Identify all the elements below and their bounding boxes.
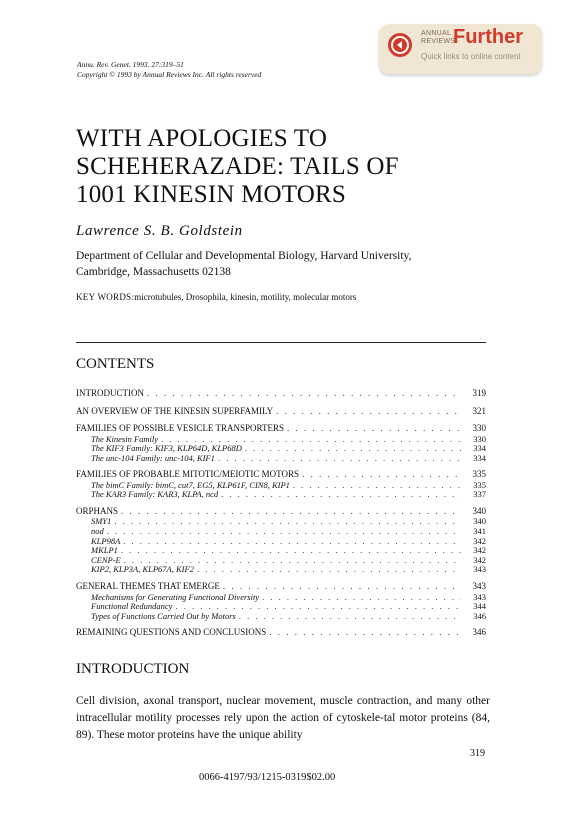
toc-leader-dots <box>124 556 461 566</box>
toc-page-number: 341 <box>473 527 486 537</box>
toc-page-number: 342 <box>473 536 486 546</box>
toc-entry-label: Functional Redundancy <box>91 602 173 612</box>
toc-subsection-row <box>76 546 486 556</box>
toc-leader-dots <box>293 481 461 491</box>
toc-entry-label: FAMILIES OF PROBABLE MITOTIC/MEIOTIC MOTORS <box>76 469 300 480</box>
toc-subsection-row <box>76 517 486 527</box>
toc-leader-dots <box>262 593 461 603</box>
title-line-1: WITH APOLOGIES TO <box>76 125 328 152</box>
toc-leader-dots <box>287 422 461 435</box>
keywords-text: microtubules, Drosophila, kinesin, motility, molecular motors <box>134 292 357 302</box>
badge-quick-links-label: Quick links to online content <box>421 52 521 61</box>
toc-page-number: 344 <box>473 602 486 612</box>
toc-leader-dots <box>197 565 461 575</box>
badge-further-label: Further <box>453 26 523 48</box>
toc-page-number: 337 <box>473 490 486 500</box>
badge-brand <box>421 30 455 46</box>
toc-subsection-row <box>76 435 486 445</box>
author-name: Lawrence S. B. Goldstein <box>76 223 243 239</box>
toc-subsection-row <box>76 527 486 537</box>
toc-page-number: 340 <box>472 505 486 516</box>
toc-subsection-row <box>76 593 486 603</box>
introduction-heading: INTRODUCTION <box>76 661 190 677</box>
divider <box>76 342 486 343</box>
affiliation-line-2: Cambridge, Massachusetts 02138 <box>76 266 231 278</box>
toc-leader-dots <box>123 537 461 547</box>
toc-entry-label: CENP-E <box>91 555 121 565</box>
toc-page-number: 343 <box>473 565 486 575</box>
toc-subsection-row <box>76 481 486 491</box>
toc-entry-label: The KIF3 Family: KIF3, KLP64D, KLP68D <box>91 444 242 454</box>
annual-reviews-further-badge[interactable] <box>379 24 542 74</box>
toc-page-number: 330 <box>473 434 486 444</box>
toc-subsection-row <box>76 444 486 454</box>
table-of-contents <box>76 387 486 639</box>
toc-page-number: 330 <box>472 423 486 433</box>
keywords <box>76 292 356 302</box>
title-line-2: SCHEHERAZADE: TAILS OF <box>76 153 399 180</box>
toc-leader-dots <box>121 546 461 556</box>
toc-section-row <box>76 422 486 435</box>
toc-page-number: 319 <box>472 388 486 398</box>
title-line-3: 1001 KINESIN MOTORS <box>76 181 347 208</box>
toc-entry-label: KIP2, KLP3A, KLP67A, KIF2 <box>91 565 194 575</box>
author-affiliation <box>76 248 496 280</box>
toc-subsection-row <box>76 612 486 622</box>
toc-leader-dots <box>223 580 461 593</box>
toc-page-number: 343 <box>473 592 486 602</box>
toc-entry-label: nod <box>91 527 104 537</box>
toc-entry-label: The Kinesin Family <box>91 434 159 444</box>
toc-section-row <box>76 626 486 639</box>
citation-copyright: Copyright © 1993 by Annual Reviews Inc. All rights reserved <box>77 70 262 79</box>
toc-entry-label: INTRODUCTION <box>76 388 144 398</box>
toc-section-row <box>76 387 486 400</box>
toc-leader-dots <box>147 387 461 400</box>
toc-subsection-row <box>76 537 486 547</box>
toc-page-number: 343 <box>472 581 486 592</box>
toc-subsection-row <box>76 454 486 464</box>
toc-leader-dots <box>218 454 461 464</box>
toc-page-number: 334 <box>473 453 486 463</box>
toc-leader-dots <box>245 444 461 454</box>
toc-entry-label: Mechanisms for Generating Functional Diversity <box>91 592 260 602</box>
article-title <box>76 125 399 209</box>
toc-subsection-row <box>76 490 486 500</box>
toc-leader-dots <box>175 602 461 612</box>
toc-page-number: 346 <box>472 627 486 638</box>
toc-entry-label: FAMILIES OF POSSIBLE VESICLE TRANSPORTERS <box>76 423 284 433</box>
toc-page-number: 346 <box>473 611 486 621</box>
introduction-paragraph: Cell division, axonal transport, nuclear movement, muscle contraction, and many other intracellular motility processes rely upon the action of cytoskele-tal motor proteins (84, 89). These motor proteins have the unique ability <box>76 695 490 741</box>
toc-entry-label: ORPHANS <box>76 505 119 516</box>
toc-page-number: 340 <box>473 517 486 527</box>
toc-entry-label: The bimC Family: bimC, cut7, EG5, KLP61F, CIN8, KIP1 <box>91 480 290 490</box>
toc-leader-dots <box>302 468 461 481</box>
toc-leader-dots <box>121 505 461 518</box>
toc-section-row <box>76 405 486 418</box>
toc-page-number: 335 <box>473 480 486 490</box>
toc-leader-dots <box>221 490 461 500</box>
page-number: 319 <box>470 748 485 759</box>
toc-page-number: 321 <box>472 405 486 416</box>
toc-entry-label: SMY1 <box>91 517 112 527</box>
toc-entry-label: KLP98A <box>91 536 121 546</box>
toc-leader-dots <box>161 435 461 445</box>
toc-section-row <box>76 580 486 593</box>
toc-section-row <box>76 468 486 481</box>
toc-entry-label: The KAR3 Family: KAR3, KLPA, ncd <box>91 490 219 500</box>
footer-code: 0066-4197/93/1215-0319$02.00 <box>199 772 336 783</box>
toc-leader-dots <box>269 626 461 639</box>
toc-page-number: 342 <box>473 555 486 565</box>
toc-page-number: 334 <box>473 444 486 454</box>
toc-leader-dots <box>114 517 461 527</box>
badge-brand-line1: ANNUAL <box>421 30 452 37</box>
toc-entry-label: MKLP1 <box>91 546 118 556</box>
toc-subsection-row <box>76 556 486 566</box>
citation <box>77 60 261 80</box>
toc-entry-label: The unc-104 Family: unc-104, KIF1 <box>91 453 215 463</box>
badge-brand-line2: REVIEWS <box>421 38 456 45</box>
toc-subsection-row <box>76 565 486 575</box>
toc-leader-dots <box>276 405 461 418</box>
toc-subsection-row <box>76 602 486 612</box>
affiliation-line-1: Department of Cellular and Developmental Biology, Harvard University, <box>76 250 412 262</box>
toc-page-number: 342 <box>473 546 486 556</box>
toc-entry-label: REMAINING QUESTIONS AND CONCLUSIONS <box>76 627 267 638</box>
keywords-label: KEY WORDS: <box>76 292 135 302</box>
toc-entry-label: Types of Functions Carried Out by Motors <box>91 611 236 621</box>
toc-leader-dots <box>239 612 461 622</box>
contents-heading: CONTENTS <box>76 356 155 372</box>
toc-entry-label: GENERAL THEMES THAT EMERGE <box>76 581 220 592</box>
toc-entry-label: AN OVERVIEW OF THE KINESIN SUPERFAMILY <box>76 405 274 416</box>
back-arrow-icon <box>388 33 412 57</box>
toc-section-row <box>76 505 486 518</box>
citation-journal: Annu. Rev. Genet. 1993. 27:319–51 <box>77 60 184 69</box>
toc-leader-dots <box>107 527 461 537</box>
toc-page-number: 335 <box>472 469 486 480</box>
